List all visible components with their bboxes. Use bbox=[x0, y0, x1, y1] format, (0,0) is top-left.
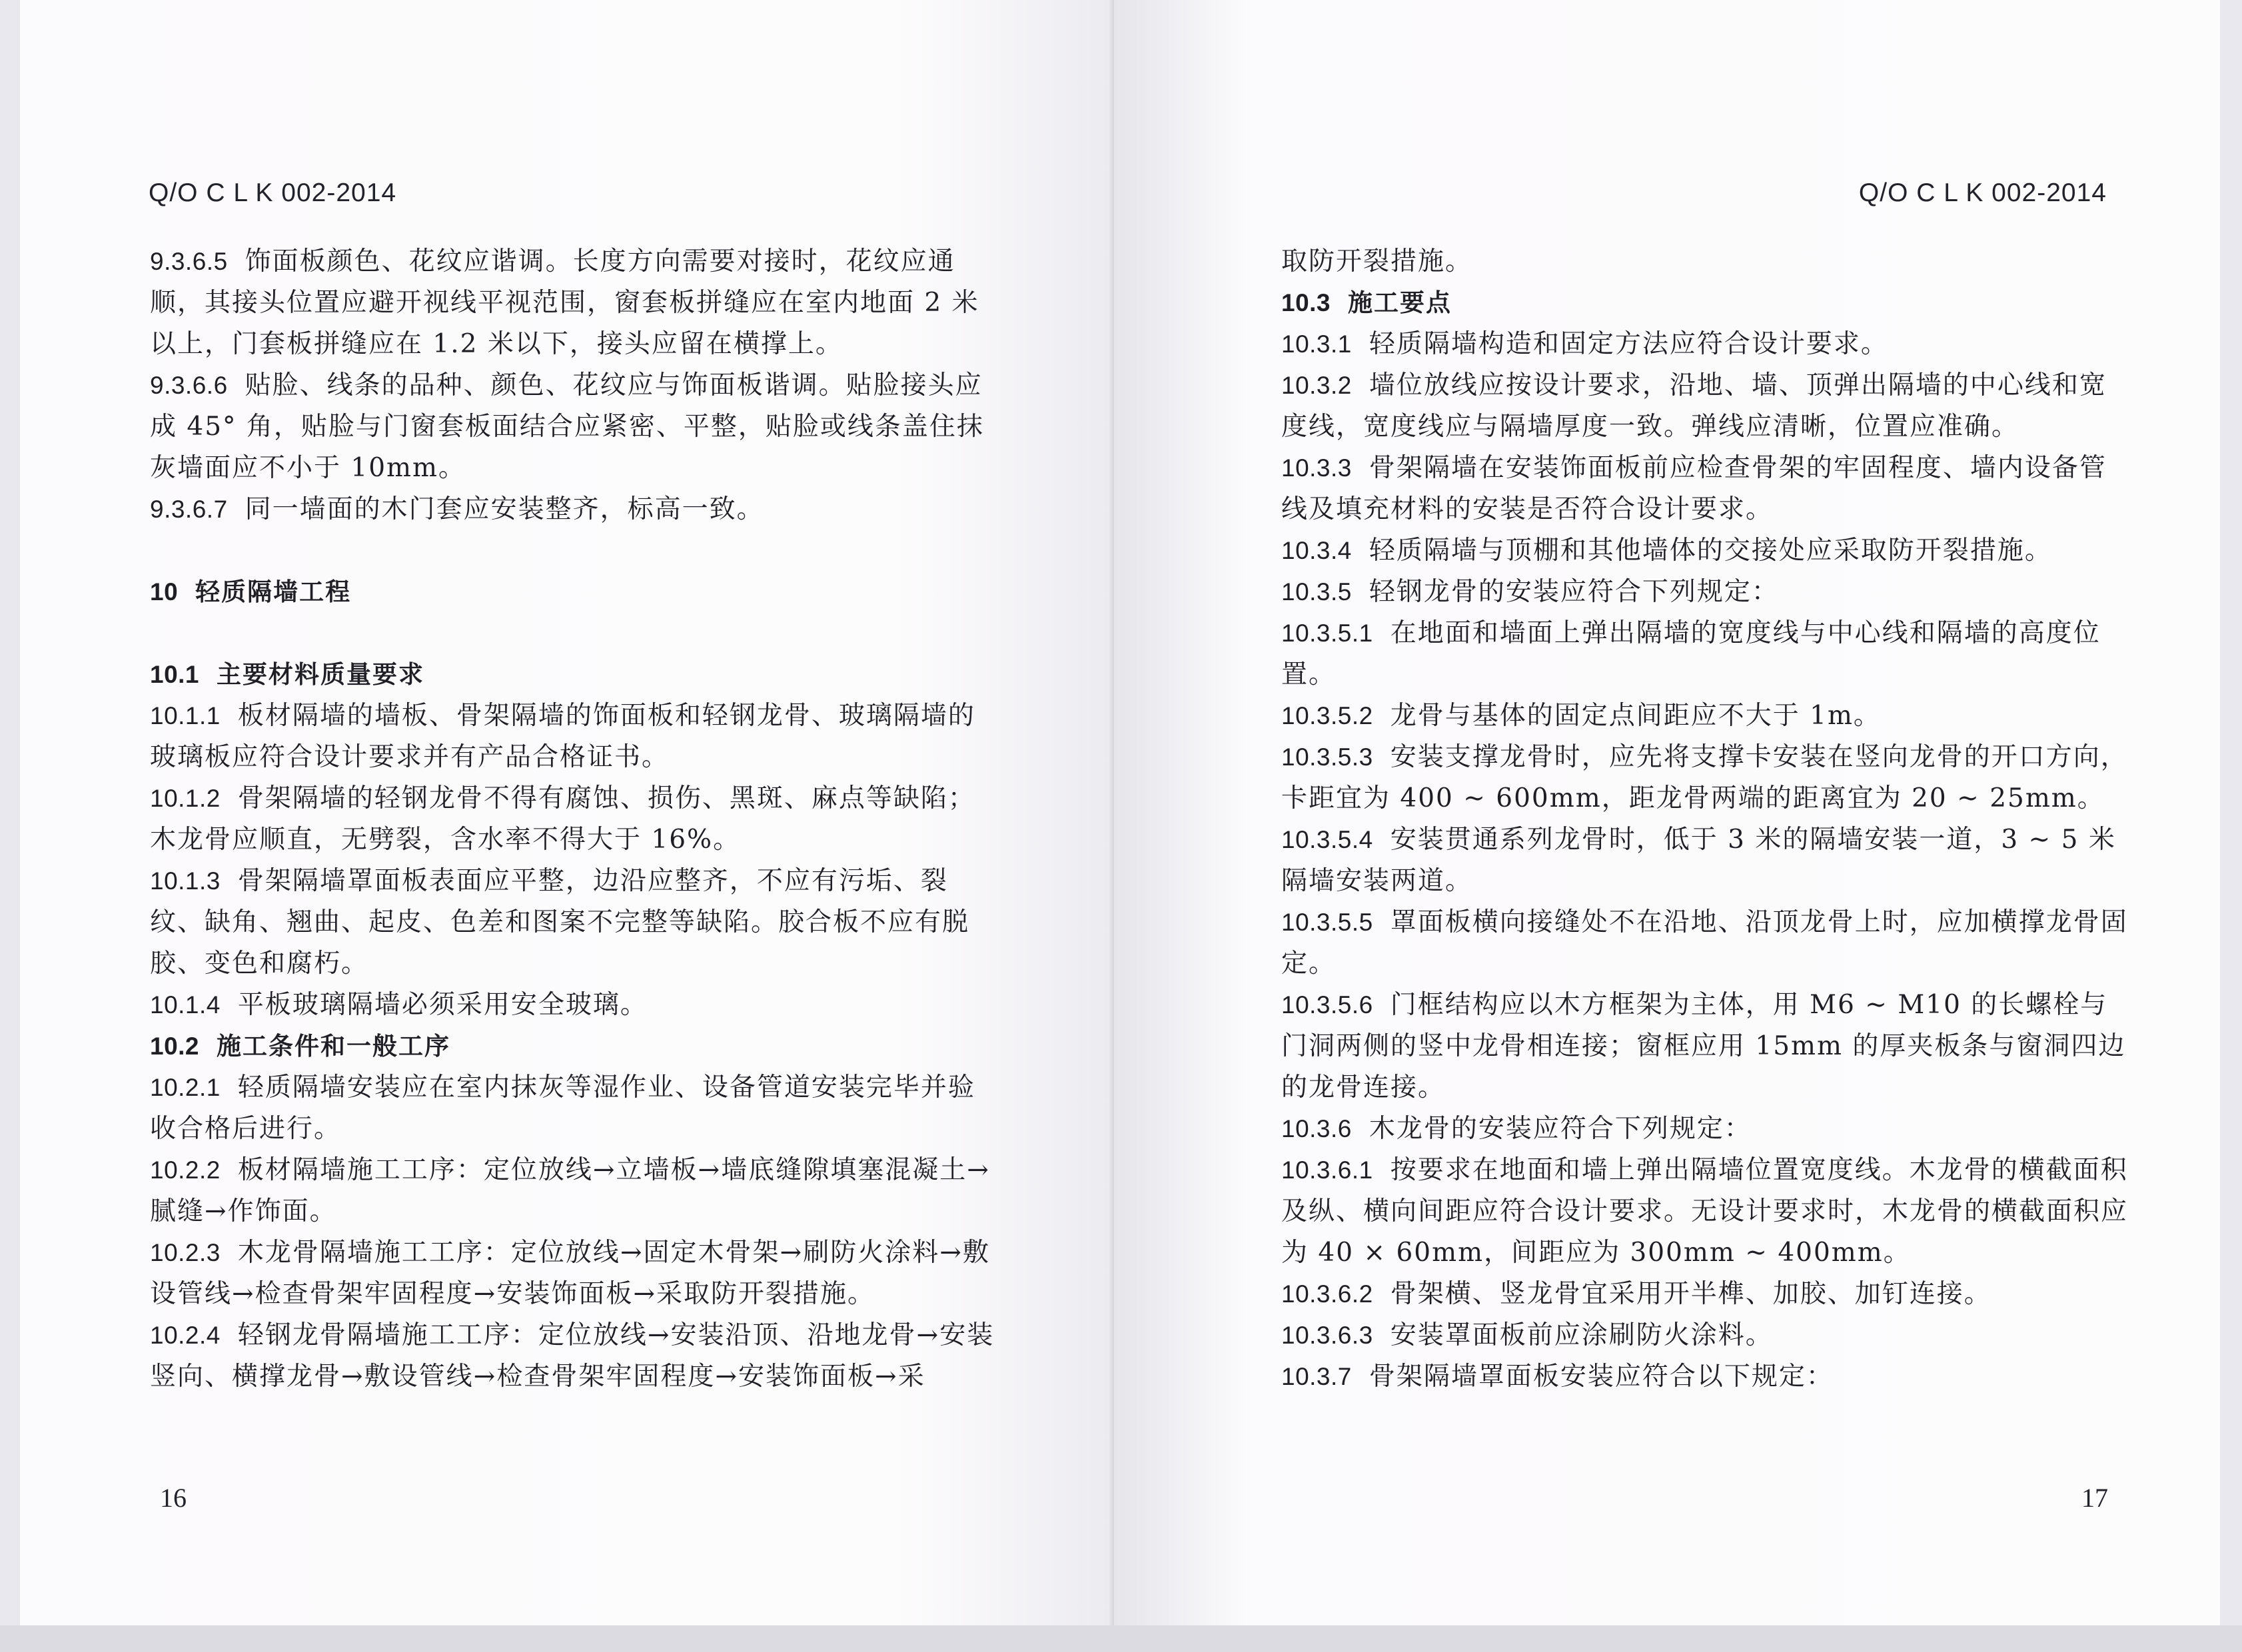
right-page-body bbox=[1281, 241, 2130, 1398]
clause-10-3-6-3: 10.3.6.3 安装罩面板前应涂刷防火涂料。 bbox=[1281, 1320, 1773, 1350]
left-page-number: 16 bbox=[160, 1483, 187, 1513]
spacer bbox=[150, 530, 996, 572]
clause-10-3-6: 10.3.6 木龙骨的安装应符合下列规定： bbox=[1281, 1114, 1752, 1144]
left-page bbox=[20, 0, 1113, 1625]
clause-10-1-2: 10.1.2 骨架隔墙的轻钢龙骨不得有腐蚀、损伤、黑斑、麻点等缺陷；木龙骨应顺直，无劈裂，含水率不得大于 16%。 bbox=[150, 783, 975, 855]
clause-10-1-3: 10.1.3 骨架隔墙罩面板表面应平整，边沿应整齐，不应有污垢、裂纹、缺角、翘曲、起皮、色差和图案不完整等缺陷。胶合板不应有脱胶、变色和腐朽。 bbox=[150, 866, 970, 979]
scan-bottom-edge bbox=[0, 1625, 2242, 1652]
clause-10-3-5-1: 10.3.5.1 在地面和墙面上弹出隔墙的宽度线与中心线和隔墙的高度位置。 bbox=[1281, 618, 2101, 689]
spacer bbox=[150, 613, 996, 654]
clause-9-3-6-6: 9.3.6.6 贴脸、线条的品种、颜色、花纹应与饰面板谐调。贴脸接头应成 45° 角，贴脸与门窗套板面结合应紧密、平整，贴脸或线条盖住抹灰墙面应不小于 10mm。 bbox=[150, 370, 984, 483]
chapter-10-heading: 10 轻质隔墙工程 bbox=[150, 578, 352, 606]
clause-10-3-5-5: 10.3.5.5 罩面板横向接缝处不在沿地、沿顶龙骨上时，应加横撑龙骨固定。 bbox=[1281, 907, 2128, 979]
continuation-text: 取防开裂措施。 bbox=[1281, 246, 1473, 276]
right-page-header: Q/O C L K 002-2014 bbox=[1858, 179, 2107, 207]
clause-10-2-3: 10.2.3 木龙骨隔墙施工工序：定位放线→固定木骨架→刷防火涂料→敷设管线→检查骨架牢固程度→安装饰面板→采取防开裂措施。 bbox=[150, 1238, 990, 1309]
left-page-body bbox=[150, 241, 996, 1398]
section-10-2-heading: 10.2 施工条件和一般工序 bbox=[150, 1032, 451, 1060]
clause-10-3-7: 10.3.7 骨架隔墙罩面板安装应符合以下规定： bbox=[1281, 1362, 1834, 1392]
clause-10-3-5-4: 10.3.5.4 安装贯通系列龙骨时，低于 3 米的隔墙安装一道，3 ~ 5 米隔墙安装两道。 bbox=[1281, 825, 2116, 896]
clause-10-3-6-1: 10.3.6.1 按要求在地面和墙上弹出隔墙位置宽度线。木龙骨的横截面积及纵、横向间距应符合设计要求。无设计要求时，木龙骨的横截面积应为 40 × 60mm，间距应为 300mm ~ 400mm。 bbox=[1281, 1155, 2129, 1268]
clause-10-3-4: 10.3.4 轻质隔墙与顶棚和其他墙体的交接处应采取防开裂措施。 bbox=[1281, 536, 2052, 566]
clause-10-2-2: 10.2.2 板材隔墙施工工序：定位放线→立墙板→墙底缝隙填塞混凝土→腻缝→作饰面。 bbox=[150, 1155, 990, 1226]
clause-9-3-6-7: 9.3.6.7 同一墙面的木门套应安装整齐，标高一致。 bbox=[150, 494, 764, 524]
clause-10-1-4: 10.1.4 平板玻璃隔墙必须采用安全玻璃。 bbox=[150, 990, 648, 1020]
section-10-3-heading: 10.3 施工要点 bbox=[1281, 288, 1452, 317]
clause-10-3-6-2: 10.3.6.2 骨架横、竖龙骨宜采用开半榫、加胶、加钉连接。 bbox=[1281, 1279, 1991, 1309]
right-page bbox=[1114, 0, 2220, 1625]
left-page-header: Q/O C L K 002-2014 bbox=[149, 179, 397, 207]
clause-10-3-1: 10.3.1 轻质隔墙构造和固定方法应符合设计要求。 bbox=[1281, 329, 1888, 359]
clause-10-2-4: 10.2.4 轻钢龙骨隔墙施工工序：定位放线→安装沿顶、沿地龙骨→安装竖向、横撑龙骨→敷设管线→检查骨架牢固程度→安装饰面板→采 bbox=[150, 1320, 995, 1392]
section-10-1-heading: 10.1 主要材料质量要求 bbox=[150, 660, 425, 689]
clause-10-3-5: 10.3.5 轻钢龙骨的安装应符合下列规定： bbox=[1281, 577, 1779, 607]
clause-10-3-5-3: 10.3.5.3 安装支撑龙骨时，应先将支撑卡安装在竖向龙骨的开口方向，卡距宜为 400 ~ 600mm，距龙骨两端的距离宜为 20 ~ 25mm。 bbox=[1281, 742, 2128, 813]
clause-10-3-5-2: 10.3.5.2 龙骨与基体的固定点间距应不大于 1m。 bbox=[1281, 701, 1881, 731]
clause-9-3-6-5: 9.3.6.5 饰面板颜色、花纹应谐调。长度方向需要对接时，花纹应通顺，其接头位置应避开视线平视范围，窗套板拼缝应在室内地面 2 米以上，门套板拼缝应在 1.2 米以下，接头应留在横撑上。 bbox=[150, 246, 979, 359]
clause-10-1-1: 10.1.1 板材隔墙的墙板、骨架隔墙的饰面板和轻钢龙骨、玻璃隔墙的玻璃板应符合设计要求并有产品合格证书。 bbox=[150, 701, 975, 772]
clause-10-2-1: 10.2.1 轻质隔墙安装应在室内抹灰等湿作业、设备管道安装完毕并验收合格后进行。 bbox=[150, 1072, 975, 1144]
clause-10-3-5-6: 10.3.5.6 门框结构应以木方框架为主体，用 M6 ~ M10 的长螺栓与门洞两侧的竖中龙骨相连接；窗框应用 15mm 的厚夹板条与窗洞四边的龙骨连接。 bbox=[1281, 990, 2126, 1102]
clause-10-3-3: 10.3.3 骨架隔墙在安装饰面板前应检查骨架的牢固程度、墙内设备管线及填充材料的安装是否符合设计要求。 bbox=[1281, 453, 2107, 524]
right-page-number: 17 bbox=[2081, 1483, 2108, 1513]
clause-10-3-2: 10.3.2 墙位放线应按设计要求，沿地、墙、顶弹出隔墙的中心线和宽度线，宽度线应与隔墙厚度一致。弹线应清晰，位置应准确。 bbox=[1281, 370, 2107, 442]
